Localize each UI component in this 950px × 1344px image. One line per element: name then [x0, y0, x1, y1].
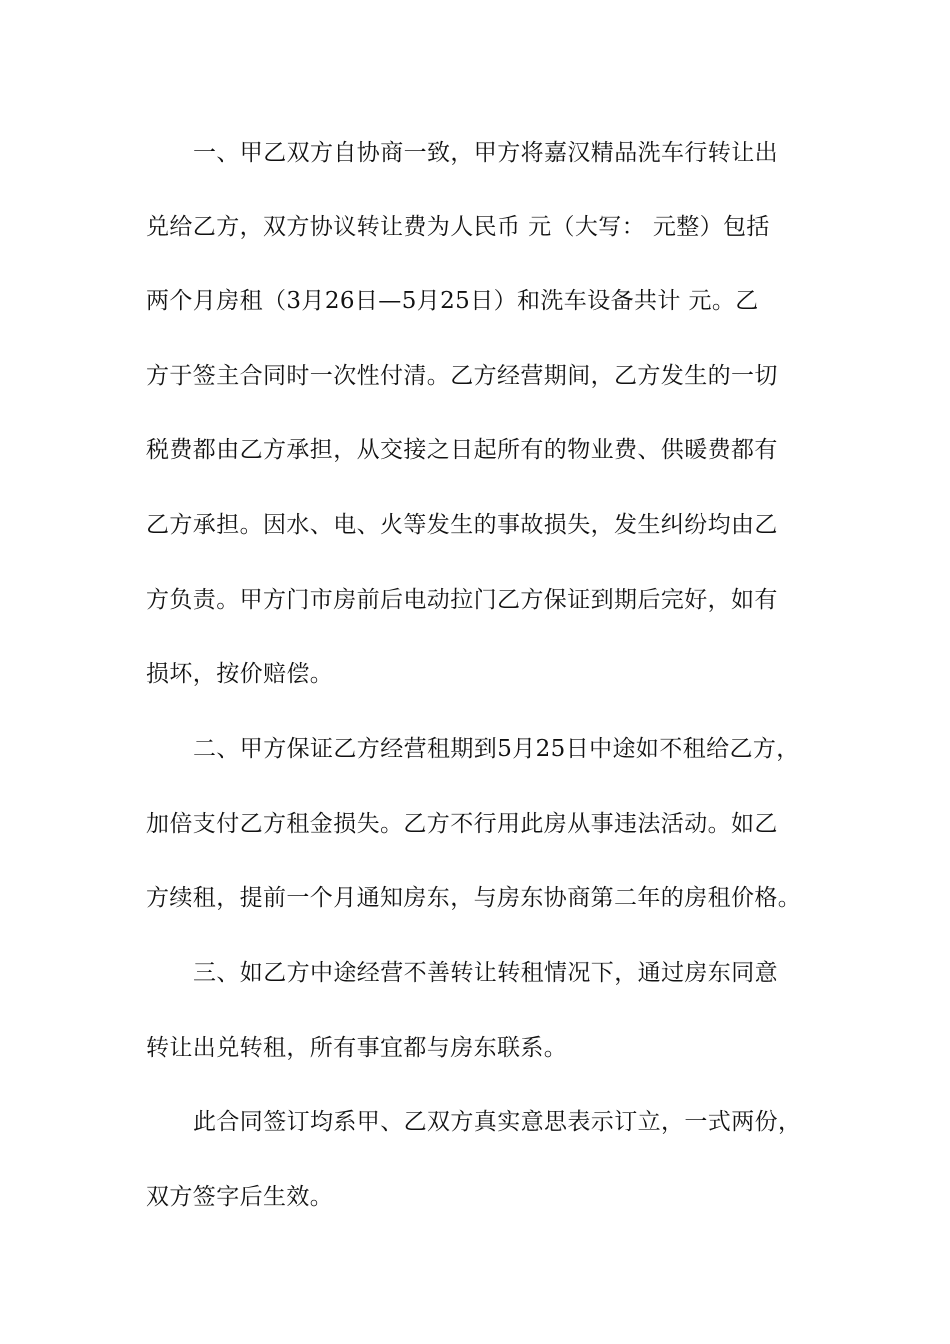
- text-line-13: 转让出兑转租，所有事宜都与房东联系。: [146, 1035, 568, 1061]
- text-line-2: 兑给乙方，双方协议转让费为人民币 元（大写： 元整）包括: [146, 214, 770, 240]
- text-line-12: 三、如乙方中途经营不善转让转租情况下，通过房东同意: [193, 960, 778, 986]
- text-line-14: 此合同签订均系甲、乙双方真实意思表示订立，一式两份，: [193, 1109, 802, 1135]
- text-line-15: 双方签字后生效。: [146, 1184, 334, 1210]
- text-line-7: 方负责。甲方门市房前后电动拉门乙方保证到期后完好，如有: [146, 587, 778, 613]
- text-line-11: 方续租，提前一个月通知房东，与房东协商第二年的房租价格。: [146, 885, 802, 911]
- text-line-5: 税费都由乙方承担，从交接之日起所有的物业费、供暖费都有: [146, 437, 778, 463]
- text-line-10: 加倍支付乙方租金损失。乙方不行用此房从事违法活动。如乙: [146, 811, 778, 837]
- text-line-9: 二、甲方保证乙方经营租期到5月25日中途如不租给乙方，: [193, 736, 800, 762]
- text-line-6: 乙方承担。因水、电、火等发生的事故损失，发生纠纷均由乙: [146, 512, 778, 538]
- text-line-8: 损坏，按价赔偿。: [146, 661, 334, 687]
- text-line-1: 一、甲乙双方自协商一致，甲方将嘉汉精品洗车行转让出: [193, 140, 778, 166]
- text-line-4: 方于签主合同时一次性付清。乙方经营期间，乙方发生的一切: [146, 363, 778, 389]
- text-line-3: 两个月房租（3月26日—5月25日）和洗车设备共计 元。乙: [146, 288, 759, 314]
